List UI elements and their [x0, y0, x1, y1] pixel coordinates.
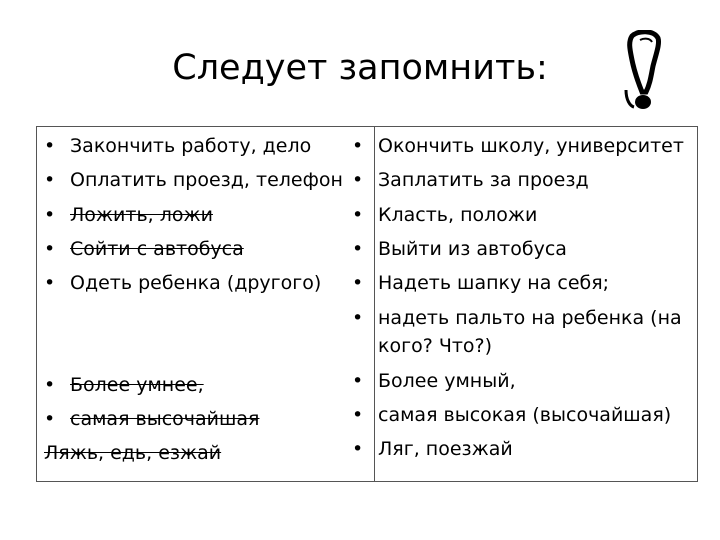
right-item: Класть, положи [378, 204, 538, 226]
right-item: Выйти из автобуса [378, 238, 567, 260]
right-item: Ляг, поезжай [378, 438, 513, 460]
left-item-struck: Более умнее, [70, 374, 204, 396]
right-item: самая высокая (высочайшая) [378, 404, 672, 426]
left-item-struck: самая высочайшая [70, 408, 260, 430]
right-item-continued: кого? Что?) [378, 335, 493, 357]
bullet: • [352, 272, 364, 294]
bullet: • [352, 438, 364, 460]
bullet: • [352, 204, 364, 226]
right-item: Заплатить за проезд [378, 169, 589, 191]
bullet: • [352, 370, 364, 392]
exclamation-mark-icon [620, 30, 668, 110]
left-item: Одеть ребенка (другого) [70, 272, 322, 294]
column-divider [374, 127, 375, 481]
bullet: • [352, 238, 364, 260]
bullet: • [44, 169, 56, 191]
left-item-struck: Ложить, ложи [70, 204, 213, 226]
bullet: • [44, 408, 56, 430]
right-item: Более умный, [378, 370, 516, 392]
bullet: • [352, 135, 364, 157]
bullet: • [44, 374, 56, 396]
slide-title: Следует запомнить: [172, 48, 548, 88]
right-item: надеть пальто на ребенка (на [378, 307, 682, 329]
bullet: • [44, 272, 56, 294]
bullet: • [44, 135, 56, 157]
bullet: • [44, 238, 56, 260]
bullet: • [352, 169, 364, 191]
right-item: Надеть шапку на себя; [378, 272, 610, 294]
left-item-struck: Ляжь, едь, езжай [44, 442, 222, 464]
left-item-struck: Сойти с автобуса [70, 238, 244, 260]
bullet: • [44, 204, 56, 226]
bullet: • [352, 307, 364, 329]
bullet: • [352, 404, 364, 426]
left-item: Оплатить проезд, телефон [70, 169, 343, 191]
right-item: Окончить школу, университет [378, 135, 684, 157]
left-item: Закончить работу, дело [70, 135, 312, 157]
